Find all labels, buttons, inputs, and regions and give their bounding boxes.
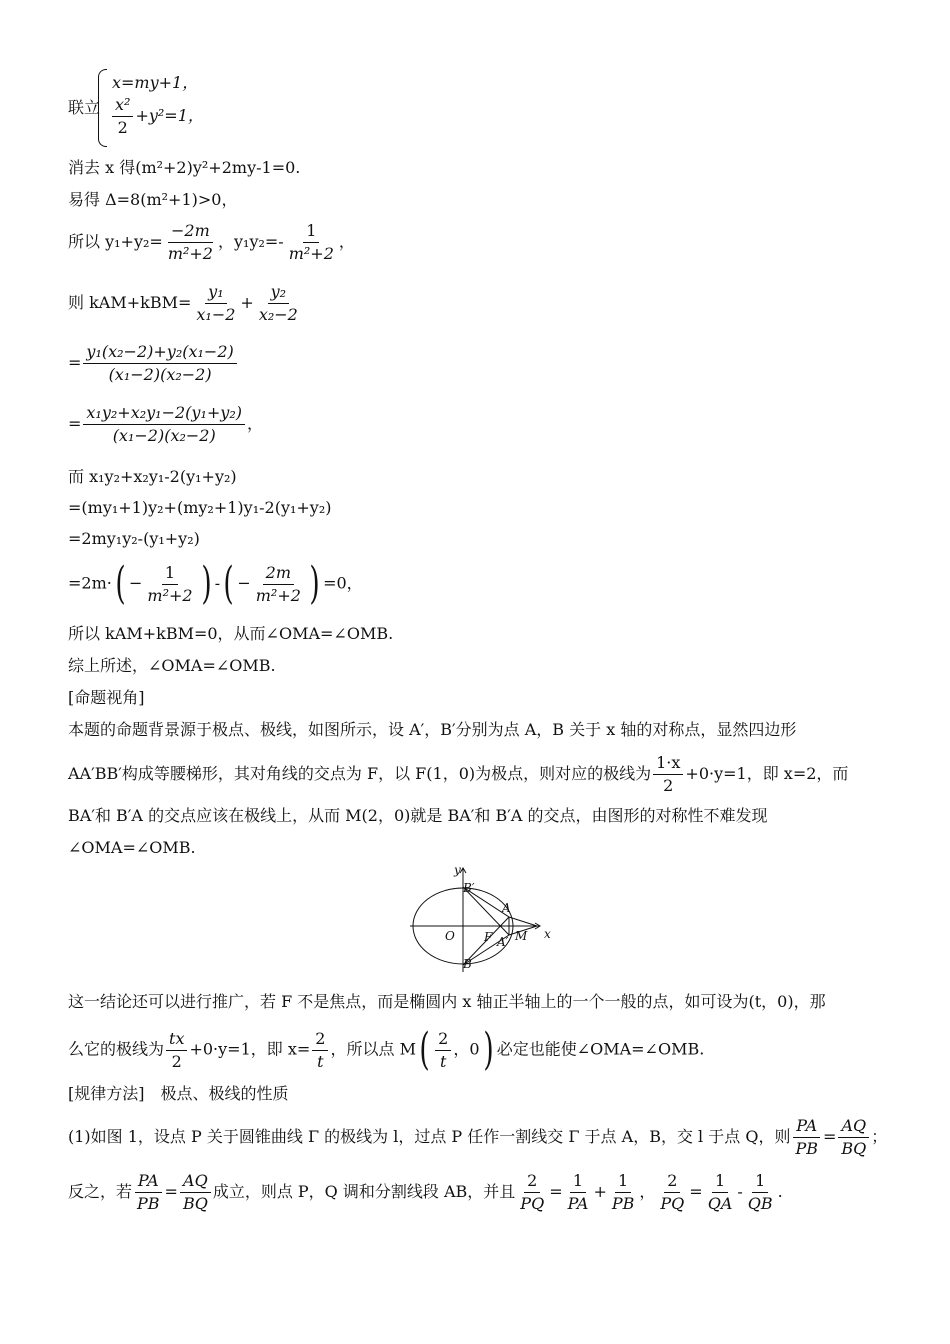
figure-label-f: F <box>484 930 493 944</box>
figure-label-a-prime: A′ <box>497 935 509 949</box>
zero-result-line: =2m·( − $\frac{1}{\text{m²+2}}$ ) -( − $\frac{2m}{\text{m²+2}}$ ) =0， <box>68 558 363 609</box>
paragraph-line-6: 么它的极线为 $\frac{tx}{2}$ +0·y=1，即 x= $\frac{2}{t}$ ，所以点 M( $\frac{2}{t}$ ，0) 必定也能使∠OMA=∠OMB. <box>68 1024 705 1075</box>
system-brace <box>98 69 107 147</box>
system-eq1: x=my+1， <box>112 73 199 92</box>
expansion-line-1: = $\frac{\text{y₁(x₂−2)+y₂(x₁−2)}}{\text{(x₁−2)(x₂−2)}}$ <box>68 343 239 384</box>
figure-label-m: M <box>515 929 528 943</box>
paragraph-line-2: AA′BB′构成等腰梯形，其对角线的交点为 F，以 F(1，0)为极点，则对应的极线为 $\frac{1\cdot x}{2}$ +0·y=1，即 x=2，而 <box>68 753 849 795</box>
paragraph-line-3: BA′和 B′A 的交点应该在极线上，从而 M(2，0)就是 BA′和 B′A 的交点，由图形的对称性不难发现 <box>68 806 768 825</box>
figure-label-y: y <box>454 863 461 877</box>
figure-label-a: A <box>502 901 511 915</box>
simplify-line: =2my₁y₂-(y₁+y₂) <box>68 529 200 548</box>
conclusion-line: 所以 kAM+kBM=0，从而∠OMA=∠OMB. <box>68 624 394 643</box>
eliminate-line: 消去 x 得(m²+2)y²+2my-1=0. <box>68 158 301 177</box>
paragraph-line-1: 本题的命题背景源于极点、极线，如图所示，设 A′，B′分别为点 A，B 关于 x 轴的对称点，显然四边形 <box>68 720 797 739</box>
summary-line: 综上所述，∠OMA=∠OMB. <box>68 656 276 675</box>
substitute-line: =(my₁+1)y₂+(my₂+1)y₁-2(y₁+y₂) <box>68 498 332 517</box>
numerator-line: 而 x₁y₂+x₂y₁-2(y₁+y₂) <box>68 467 237 486</box>
slope-sum-line: 则 kAM+kBM= $\frac{\text{y₁}}{\text{x₁−2}}$ + $\frac{\text{y₂}}{\text{x₂−2}}$ <box>68 282 298 324</box>
system-label: 联立 <box>68 98 101 117</box>
section-heading-method: [规律方法] 极点、极线的性质 <box>68 1084 289 1103</box>
system-eq2: $\frac{\text{x²}}{2}$ +y²=1， <box>110 96 204 137</box>
discriminant-line: 易得 Δ=8(m²+1)>0， <box>68 190 238 209</box>
ellipse-pole-polar-figure <box>405 860 555 980</box>
figure-label-b: B <box>463 957 472 971</box>
paragraph-line-5: 这一结论还可以进行推广，若 F 不是焦点，而是椭圆内 x 轴正半轴上的一个一般的点，如可设为(t，0)，那 <box>68 992 826 1011</box>
section-heading-perspective: [命题视角] <box>68 688 145 707</box>
expansion-line-2: = $\frac{\text{x₁y₂+x₂y₁−2(y₁+y₂)}}{\text{(x₁−2)(x₂−2)}}$ ， <box>68 403 263 445</box>
figure-label-o: O <box>445 929 455 943</box>
figure-label-b-prime: B′ <box>463 881 475 895</box>
paragraph-line-4: ∠OMA=∠OMB. <box>68 838 196 857</box>
figure-label-x: x <box>544 927 551 941</box>
property-line-1: (1)如图 1，设点 P 关于圆锥曲线 Γ 的极线为 l，过点 P 任作一割线交 Γ 于点 A，B，交 l 于点 Q，则 $\frac{PA}{PB}$ = $\frac{AQ}{BQ}$ ； <box>68 1116 888 1158</box>
property-line-2: 反之，若 $\frac{PA}{PB}$ = $\frac{AQ}{BQ}$ 成立，则点 P，Q 调和分割线段 AB，并且 $\frac{2}{PQ}$ = $\frac{1}{PA}$ + $\frac{1}{PB}$ ， $\frac{2}{PQ}$ = $\frac{1}{QA}$ - $\frac{1}{QB}$ . <box>68 1171 783 1213</box>
vieta-line: 所以 y₁+y₂= $\frac{-2m}{\text{m²+2}}$ ，y₁y₂=- $\frac{1}{\text{m²+2}}$ ， <box>68 221 355 263</box>
